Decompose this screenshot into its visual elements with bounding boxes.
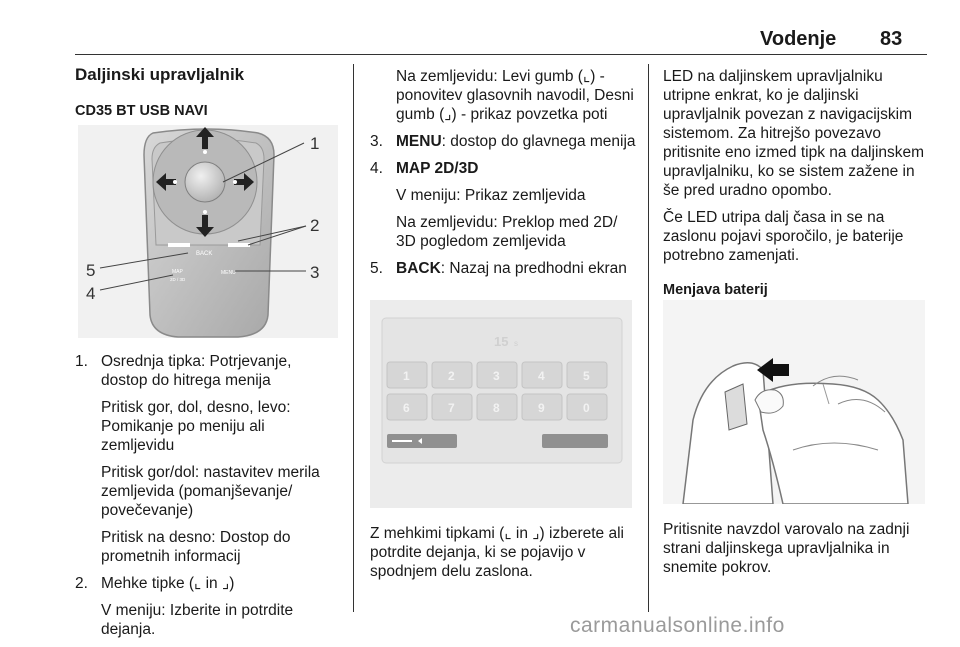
list-item-continuation xyxy=(370,67,638,124)
list-item-number: 4. xyxy=(370,160,383,177)
list-item-text: : dostop do glavnega menija xyxy=(441,133,636,150)
callout-3: 3 xyxy=(310,263,320,282)
model-subheading: CD35 BT USB NAVI xyxy=(75,103,208,119)
list-item xyxy=(75,352,339,566)
list-item xyxy=(370,159,638,251)
keypad-key: 3 xyxy=(493,369,500,383)
column-divider-2 xyxy=(648,64,649,612)
section-heading: Daljinski upravljalnik xyxy=(75,65,245,84)
list-item-number: 5. xyxy=(370,260,383,277)
screen-display-value: 15 xyxy=(494,334,509,349)
paragraph: LED na daljinskem upravljalniku utripne enkrat, ko je daljinski upravljalnik povezan z navigacijskim sistemom. Za hitrejšo povezavo pritisnite eno izmed tipk na daljinskem upravljalniku, ko se sistem zažene in še pred uradno opombo. xyxy=(663,68,925,199)
list-item-text: Na zemljevidu: Preklop med 2D/ 3D pogledom zemljevida xyxy=(396,214,618,250)
keypad-screen-figure xyxy=(370,300,632,508)
paragraph: Če LED utripa dalj časa in se na zaslonu pojavi sporočilo, je baterije potrebno zamenjati. xyxy=(663,209,904,264)
figure-caption: Pritisnite navzdol varovalo na zadnji strani daljinskega upravljalnika in snemite pokrov. xyxy=(663,521,910,576)
term-menu: MENU xyxy=(396,133,442,150)
list-item xyxy=(75,574,339,639)
callout-1: 1 xyxy=(310,134,320,153)
keypad-key: 4 xyxy=(538,369,545,383)
list-item-text: Na zemljevidu: Levi gumb (⌞) - ponovitev glasovnih navodil, Desni gumb (⌟) - prikaz povzetka poti xyxy=(396,68,634,123)
column-2 xyxy=(370,67,638,286)
figure-caption: Z mehkimi tipkami (⌞ in ⌟) izberete ali potrdite dejanja, ki se pojavijo v spodnjem delu zaslona. xyxy=(370,525,624,580)
callout-2: 2 xyxy=(310,216,320,235)
list-item-text: Pritisk gor, dol, desno, levo: Pomikanje po meniju ali zemljevidu xyxy=(101,399,291,454)
remote-menu-label: MENU xyxy=(221,270,236,276)
page-number: 83 xyxy=(880,28,903,50)
keypad-row-2 xyxy=(387,394,607,420)
keypad-screen-illustration xyxy=(370,300,632,508)
list-item-number: 1. xyxy=(75,353,88,370)
term-map: MAP 2D/3D xyxy=(396,160,479,177)
list-item-text: Mehke tipke (⌞ in ⌟) xyxy=(101,575,235,592)
keypad-key: 8 xyxy=(493,401,500,415)
watermark: carmanualsonline.info xyxy=(570,614,785,637)
list-item xyxy=(370,259,638,278)
remote-control-figure xyxy=(78,125,338,338)
screen-display-unit: s xyxy=(514,339,518,348)
keypad-row-1 xyxy=(387,362,607,388)
list-item-text: Pritisk na desno: Dostop do prometnih informacij xyxy=(101,529,291,565)
list-item-text: V meniju: Izberite in potrdite dejanja. xyxy=(101,602,294,638)
callout-5: 5 xyxy=(86,261,96,280)
keypad-key: 0 xyxy=(583,401,590,415)
list-item-number: 2. xyxy=(75,575,88,592)
keypad-key: 2 xyxy=(448,369,455,383)
remote-back-label: BACK xyxy=(196,251,213,257)
column-1-list xyxy=(75,352,339,647)
keypad-caption xyxy=(370,524,638,589)
callout-4: 4 xyxy=(86,284,96,303)
remote-map-sub-label: 2D / 3D xyxy=(170,277,186,282)
list-item-number: 3. xyxy=(370,133,383,150)
remote-control-illustration xyxy=(78,125,338,338)
battery-subheading: Menjava baterij xyxy=(663,282,768,298)
page-header-title: Vodenje xyxy=(760,28,837,50)
list-item-text: V meniju: Prikaz zemljevida xyxy=(396,187,586,204)
remote-map-label: MAP xyxy=(172,269,183,275)
keypad-key: 1 xyxy=(403,369,410,383)
column-3 xyxy=(663,67,929,300)
column-divider-1 xyxy=(353,64,354,612)
keypad-key: 6 xyxy=(403,401,410,415)
list-item-text: Osrednja tipka: Potrjevanje, dostop do hitrega menija xyxy=(101,353,292,389)
battery-figure xyxy=(663,300,925,504)
keypad-key: 5 xyxy=(583,369,590,383)
term-back: BACK xyxy=(396,260,441,277)
keypad-key: 7 xyxy=(448,401,455,415)
column-1 xyxy=(75,65,337,121)
keypad-key: 9 xyxy=(538,401,545,415)
battery-caption xyxy=(663,520,929,585)
list-item-text: Pritisk gor/dol: nastavitev merila zemljevida (pomanjševanje/ povečevanje) xyxy=(101,464,320,519)
list-item-text: : Nazaj na predhodni ekran xyxy=(440,260,627,277)
header-rule xyxy=(75,54,927,55)
right-softkey-bar xyxy=(542,434,608,448)
list-item xyxy=(370,132,638,151)
battery-cover-illustration xyxy=(663,300,925,504)
